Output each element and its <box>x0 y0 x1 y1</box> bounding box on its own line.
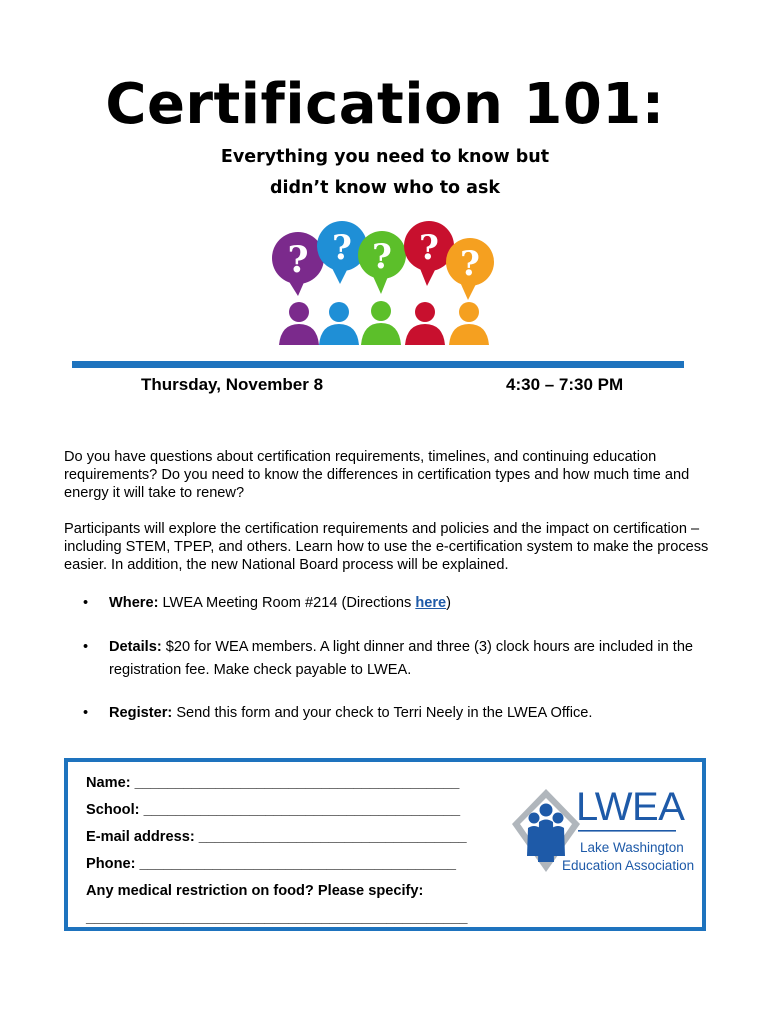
register-label: Register: <box>109 705 173 721</box>
register-text: Send this form and your check to Terri Neely in the LWEA Office. <box>172 705 593 721</box>
person-orange <box>449 302 489 345</box>
phone-field[interactable]: Phone: _______________________________________ <box>86 856 457 872</box>
bullet-icon: • <box>83 639 89 655</box>
email-field[interactable]: E-mail address: _________________________________ <box>86 829 467 845</box>
where-text: LWEA Meeting Room #214 (Directions <box>158 595 416 611</box>
divider-bar <box>72 361 684 368</box>
description-paragraph: Participants will explore the certification requirements and policies and the impact on certification – including STEM, TPEP, and others. Learn how to use the e-certification system to make the process easier. In addition, the new National Board process will be explained. <box>64 521 709 573</box>
svg-text:?: ? <box>460 244 480 284</box>
medical-restriction-label: Any medical restriction on food? Please specify: <box>86 883 424 899</box>
people-question-illustration <box>255 212 520 352</box>
event-date: Thursday, November 8 <box>141 375 324 394</box>
subtitle-line-1: Everything you need to know but <box>220 147 550 167</box>
details-label: Details: <box>109 639 162 655</box>
bullet-icon: • <box>83 595 89 611</box>
red-question-bubble <box>404 221 454 286</box>
person-red <box>405 302 445 345</box>
person-blue <box>319 302 359 345</box>
bullet-icon: • <box>83 705 89 721</box>
svg-text:?: ? <box>372 237 392 277</box>
name-field[interactable]: Name: ________________________________________ <box>86 775 460 791</box>
details-text: $20 for WEA members. A light dinner and three (3) clock hours are included in the registration fee. Make check payable to LWEA. <box>109 639 694 678</box>
event-time: 4:30 – 7:30 PM <box>506 375 624 394</box>
svg-text:?: ? <box>419 228 439 268</box>
purple-question-bubble <box>272 232 324 296</box>
person-green <box>361 301 401 345</box>
medical-restriction-field[interactable]: _______________________________________________ <box>86 910 468 926</box>
where-label: Where: <box>109 595 159 611</box>
person-purple <box>279 302 319 345</box>
school-field[interactable]: School: _______________________________________ <box>86 802 461 818</box>
directions-link[interactable]: here <box>415 595 447 611</box>
green-question-bubble <box>358 231 406 294</box>
info-list <box>64 592 714 745</box>
logo-line-1: Lake Washington <box>580 840 684 855</box>
page-title: Certification 101: <box>105 72 665 137</box>
list-item-details <box>64 636 714 682</box>
logo-line-2: Education Association <box>562 858 695 873</box>
intro-paragraph: Do you have questions about certification requirements, timelines, and continuing education requirements? Do you need to know the differences in certification types and how much time and energy it will take to renew? <box>64 449 690 501</box>
orange-question-bubble <box>446 238 494 300</box>
svg-text:?: ? <box>332 228 352 268</box>
registration-form <box>86 774 496 936</box>
list-item-where <box>64 592 714 615</box>
where-after: ) <box>446 595 452 611</box>
subtitle-line-2: didn’t know who to ask <box>269 178 501 198</box>
list-item-register <box>64 702 714 725</box>
logo-acronym: LWEA <box>576 785 685 829</box>
lwea-logo <box>508 784 698 884</box>
svg-text:?: ? <box>287 239 309 281</box>
